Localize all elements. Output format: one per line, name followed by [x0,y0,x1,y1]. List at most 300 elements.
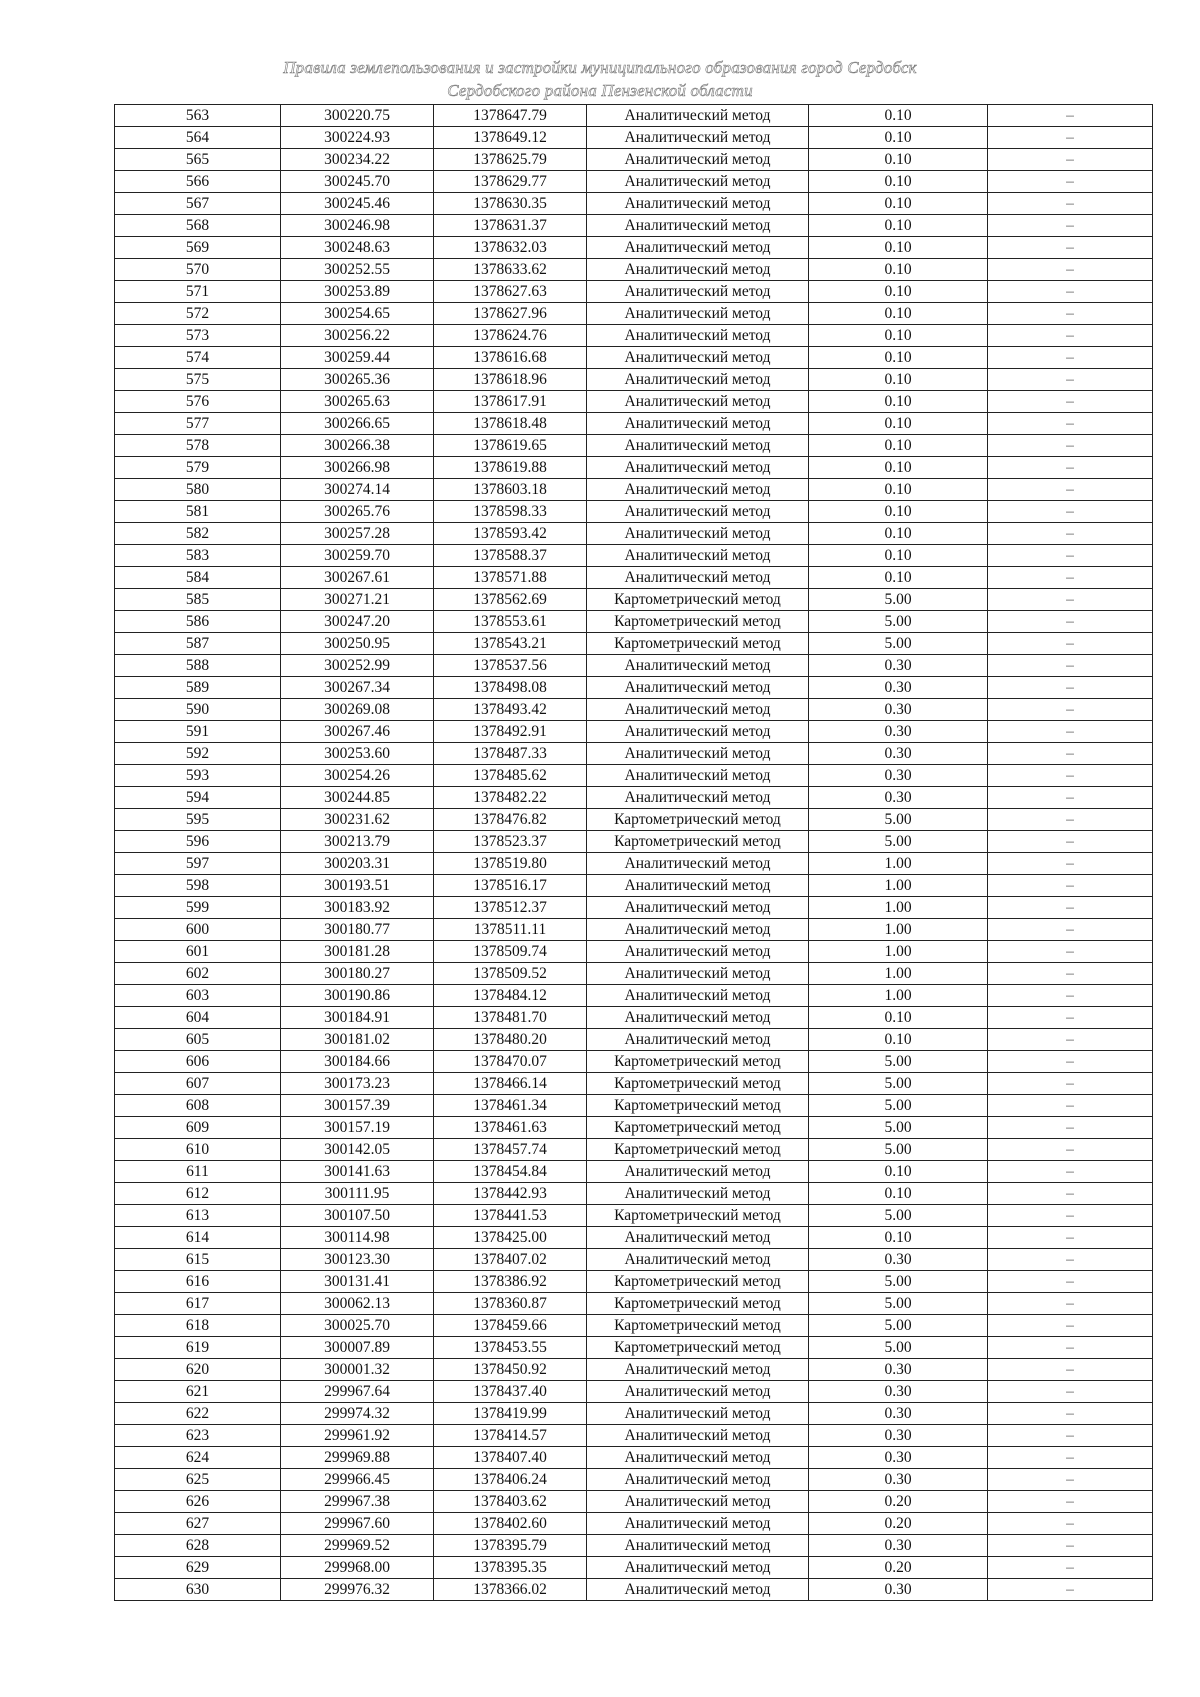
accuracy-cell: 0.20 [809,1491,988,1513]
x-coordinate-cell: 300131.41 [281,1271,434,1293]
note-cell: – [988,1227,1153,1249]
point-number-cell: 619 [115,1337,281,1359]
table-row [115,919,1153,941]
point-number-cell: 579 [115,457,281,479]
accuracy-cell: 5.00 [809,809,988,831]
y-coordinate-cell: 1378437.40 [434,1381,587,1403]
note-cell: – [988,853,1153,875]
x-coordinate-cell: 299969.88 [281,1447,434,1469]
x-coordinate-cell: 300181.28 [281,941,434,963]
table-row [115,589,1153,611]
table-row [115,699,1153,721]
x-coordinate-cell: 300254.26 [281,765,434,787]
y-coordinate-cell: 1378618.96 [434,369,587,391]
accuracy-cell: 0.30 [809,699,988,721]
accuracy-cell: 0.30 [809,743,988,765]
x-coordinate-cell: 300007.89 [281,1337,434,1359]
y-coordinate-cell: 1378619.65 [434,435,587,457]
x-coordinate-cell: 300025.70 [281,1315,434,1337]
point-number-cell: 564 [115,127,281,149]
accuracy-cell: 1.00 [809,875,988,897]
x-coordinate-cell: 300180.77 [281,919,434,941]
y-coordinate-cell: 1378588.37 [434,545,587,567]
method-cell: Картометрический метод [587,1205,809,1227]
accuracy-cell: 0.30 [809,721,988,743]
note-cell: – [988,831,1153,853]
method-cell: Картометрический метод [587,1117,809,1139]
table-row [115,721,1153,743]
note-cell: – [988,1183,1153,1205]
table-row [115,1249,1153,1271]
point-number-cell: 571 [115,281,281,303]
y-coordinate-cell: 1378360.87 [434,1293,587,1315]
point-number-cell: 601 [115,941,281,963]
table-row [115,897,1153,919]
accuracy-cell: 0.10 [809,215,988,237]
accuracy-cell: 5.00 [809,633,988,655]
x-coordinate-cell: 300062.13 [281,1293,434,1315]
point-number-cell: 566 [115,171,281,193]
x-coordinate-cell: 300259.44 [281,347,434,369]
y-coordinate-cell: 1378406.24 [434,1469,587,1491]
note-cell: – [988,567,1153,589]
y-coordinate-cell: 1378487.33 [434,743,587,765]
method-cell: Аналитический метод [587,1249,809,1271]
x-coordinate-cell: 300253.89 [281,281,434,303]
accuracy-cell: 5.00 [809,589,988,611]
method-cell: Аналитический метод [587,875,809,897]
note-cell: – [988,479,1153,501]
method-cell: Аналитический метод [587,545,809,567]
y-coordinate-cell: 1378619.88 [434,457,587,479]
x-coordinate-cell: 300193.51 [281,875,434,897]
note-cell: – [988,919,1153,941]
accuracy-cell: 0.10 [809,435,988,457]
point-number-cell: 625 [115,1469,281,1491]
method-cell: Аналитический метод [587,919,809,941]
method-cell: Аналитический метод [587,1535,809,1557]
x-coordinate-cell: 300184.91 [281,1007,434,1029]
method-cell: Аналитический метод [587,655,809,677]
table-row [115,545,1153,567]
x-coordinate-cell: 300181.02 [281,1029,434,1051]
x-coordinate-cell: 300123.30 [281,1249,434,1271]
method-cell: Аналитический метод [587,479,809,501]
x-coordinate-cell: 300265.76 [281,501,434,523]
table-row [115,1073,1153,1095]
table-row [115,1029,1153,1051]
method-cell: Аналитический метод [587,1029,809,1051]
header-line-1: Правила землепользования и застройки муниципального образования город Сердобск [283,58,917,77]
y-coordinate-cell: 1378593.42 [434,523,587,545]
y-coordinate-cell: 1378537.56 [434,655,587,677]
accuracy-cell: 0.10 [809,369,988,391]
method-cell: Аналитический метод [587,567,809,589]
note-cell: – [988,677,1153,699]
y-coordinate-cell: 1378492.91 [434,721,587,743]
note-cell: – [988,391,1153,413]
accuracy-cell: 0.10 [809,567,988,589]
method-cell: Картометрический метод [587,1051,809,1073]
y-coordinate-cell: 1378553.61 [434,611,587,633]
x-coordinate-cell: 300157.39 [281,1095,434,1117]
note-cell: – [988,897,1153,919]
note-cell: – [988,1469,1153,1491]
method-cell: Аналитический метод [587,413,809,435]
x-coordinate-cell: 299974.32 [281,1403,434,1425]
point-number-cell: 612 [115,1183,281,1205]
method-cell: Аналитический метод [587,1183,809,1205]
coordinates-table-body [115,105,1153,1601]
y-coordinate-cell: 1378454.84 [434,1161,587,1183]
y-coordinate-cell: 1378407.02 [434,1249,587,1271]
x-coordinate-cell: 299967.60 [281,1513,434,1535]
point-number-cell: 621 [115,1381,281,1403]
table-row [115,809,1153,831]
y-coordinate-cell: 1378509.52 [434,963,587,985]
point-number-cell: 629 [115,1557,281,1579]
note-cell: – [988,941,1153,963]
accuracy-cell: 5.00 [809,1315,988,1337]
table-row [115,1425,1153,1447]
accuracy-cell: 0.30 [809,655,988,677]
method-cell: Аналитический метод [587,281,809,303]
y-coordinate-cell: 1378617.91 [434,391,587,413]
method-cell: Аналитический метод [587,1447,809,1469]
table-row [115,831,1153,853]
note-cell: – [988,215,1153,237]
method-cell: Аналитический метод [587,325,809,347]
accuracy-cell: 0.10 [809,1007,988,1029]
x-coordinate-cell: 300271.21 [281,589,434,611]
note-cell: – [988,1007,1153,1029]
y-coordinate-cell: 1378598.33 [434,501,587,523]
note-cell: – [988,413,1153,435]
table-row [115,853,1153,875]
y-coordinate-cell: 1378484.12 [434,985,587,1007]
point-number-cell: 626 [115,1491,281,1513]
note-cell: – [988,369,1153,391]
x-coordinate-cell: 300157.19 [281,1117,434,1139]
y-coordinate-cell: 1378407.40 [434,1447,587,1469]
method-cell: Аналитический метод [587,941,809,963]
point-number-cell: 602 [115,963,281,985]
accuracy-cell: 0.30 [809,787,988,809]
y-coordinate-cell: 1378482.22 [434,787,587,809]
note-cell: – [988,1447,1153,1469]
point-number-cell: 627 [115,1513,281,1535]
method-cell: Картометрический метод [587,1073,809,1095]
table-row [115,1227,1153,1249]
y-coordinate-cell: 1378632.03 [434,237,587,259]
accuracy-cell: 0.30 [809,1249,988,1271]
y-coordinate-cell: 1378627.96 [434,303,587,325]
x-coordinate-cell: 300234.22 [281,149,434,171]
accuracy-cell: 0.30 [809,1447,988,1469]
accuracy-cell: 5.00 [809,1337,988,1359]
table-row [115,1315,1153,1337]
accuracy-cell: 1.00 [809,941,988,963]
x-coordinate-cell: 300245.46 [281,193,434,215]
x-coordinate-cell: 300259.70 [281,545,434,567]
table-row [115,237,1153,259]
method-cell: Аналитический метод [587,1227,809,1249]
note-cell: – [988,545,1153,567]
x-coordinate-cell: 300183.92 [281,897,434,919]
accuracy-cell: 0.10 [809,237,988,259]
y-coordinate-cell: 1378461.34 [434,1095,587,1117]
table-row [115,413,1153,435]
table-row [115,1469,1153,1491]
y-coordinate-cell: 1378624.76 [434,325,587,347]
accuracy-cell: 0.10 [809,127,988,149]
point-number-cell: 573 [115,325,281,347]
note-cell: – [988,1117,1153,1139]
note-cell: – [988,1051,1153,1073]
method-cell: Аналитический метод [587,787,809,809]
point-number-cell: 583 [115,545,281,567]
method-cell: Картометрический метод [587,1315,809,1337]
x-coordinate-cell: 299976.32 [281,1579,434,1601]
y-coordinate-cell: 1378629.77 [434,171,587,193]
x-coordinate-cell: 300190.86 [281,985,434,1007]
method-cell: Картометрический метод [587,1095,809,1117]
x-coordinate-cell: 300114.98 [281,1227,434,1249]
note-cell: – [988,259,1153,281]
method-cell: Аналитический метод [587,1579,809,1601]
y-coordinate-cell: 1378480.20 [434,1029,587,1051]
note-cell: – [988,1205,1153,1227]
point-number-cell: 572 [115,303,281,325]
y-coordinate-cell: 1378630.35 [434,193,587,215]
x-coordinate-cell: 300267.61 [281,567,434,589]
x-coordinate-cell: 300250.95 [281,633,434,655]
method-cell: Аналитический метод [587,1381,809,1403]
table-row [115,875,1153,897]
table-row [115,501,1153,523]
point-number-cell: 598 [115,875,281,897]
y-coordinate-cell: 1378441.53 [434,1205,587,1227]
note-cell: – [988,1271,1153,1293]
point-number-cell: 618 [115,1315,281,1337]
note-cell: – [988,633,1153,655]
method-cell: Аналитический метод [587,105,809,127]
note-cell: – [988,523,1153,545]
note-cell: – [988,985,1153,1007]
y-coordinate-cell: 1378442.93 [434,1183,587,1205]
note-cell: – [988,721,1153,743]
y-coordinate-cell: 1378625.79 [434,149,587,171]
point-number-cell: 591 [115,721,281,743]
note-cell: – [988,171,1153,193]
table-row [115,985,1153,1007]
note-cell: – [988,347,1153,369]
y-coordinate-cell: 1378461.63 [434,1117,587,1139]
method-cell: Аналитический метод [587,149,809,171]
note-cell: – [988,1513,1153,1535]
page-header [0,56,1200,102]
method-cell: Картометрический метод [587,611,809,633]
y-coordinate-cell: 1378453.55 [434,1337,587,1359]
note-cell: – [988,1359,1153,1381]
point-number-cell: 563 [115,105,281,127]
table-row [115,1513,1153,1535]
x-coordinate-cell: 300220.75 [281,105,434,127]
accuracy-cell: 0.20 [809,1557,988,1579]
note-cell: – [988,875,1153,897]
note-cell: – [988,1491,1153,1513]
x-coordinate-cell: 300266.98 [281,457,434,479]
x-coordinate-cell: 300224.93 [281,127,434,149]
accuracy-cell: 0.30 [809,1381,988,1403]
method-cell: Аналитический метод [587,743,809,765]
method-cell: Аналитический метод [587,369,809,391]
accuracy-cell: 5.00 [809,1205,988,1227]
accuracy-cell: 0.10 [809,149,988,171]
accuracy-cell: 0.20 [809,1513,988,1535]
point-number-cell: 615 [115,1249,281,1271]
note-cell: – [988,281,1153,303]
y-coordinate-cell: 1378457.74 [434,1139,587,1161]
point-number-cell: 622 [115,1403,281,1425]
point-number-cell: 599 [115,897,281,919]
x-coordinate-cell: 300265.63 [281,391,434,413]
method-cell: Аналитический метод [587,1491,809,1513]
y-coordinate-cell: 1378414.57 [434,1425,587,1447]
note-cell: – [988,655,1153,677]
x-coordinate-cell: 300269.08 [281,699,434,721]
note-cell: – [988,1315,1153,1337]
y-coordinate-cell: 1378516.17 [434,875,587,897]
point-number-cell: 589 [115,677,281,699]
method-cell: Картометрический метод [587,1271,809,1293]
point-number-cell: 569 [115,237,281,259]
method-cell: Аналитический метод [587,303,809,325]
note-cell: – [988,325,1153,347]
accuracy-cell: 0.10 [809,281,988,303]
y-coordinate-cell: 1378523.37 [434,831,587,853]
accuracy-cell: 5.00 [809,1271,988,1293]
accuracy-cell: 0.10 [809,1183,988,1205]
table-row [115,1117,1153,1139]
point-number-cell: 600 [115,919,281,941]
y-coordinate-cell: 1378470.07 [434,1051,587,1073]
method-cell: Аналитический метод [587,501,809,523]
point-number-cell: 570 [115,259,281,281]
coordinates-table [114,104,1153,1601]
point-number-cell: 574 [115,347,281,369]
x-coordinate-cell: 300267.34 [281,677,434,699]
point-number-cell: 581 [115,501,281,523]
y-coordinate-cell: 1378633.62 [434,259,587,281]
table-row [115,1161,1153,1183]
method-cell: Аналитический метод [587,391,809,413]
y-coordinate-cell: 1378627.63 [434,281,587,303]
note-cell: – [988,611,1153,633]
y-coordinate-cell: 1378631.37 [434,215,587,237]
table-row [115,105,1153,127]
y-coordinate-cell: 1378511.11 [434,919,587,941]
note-cell: – [988,237,1153,259]
x-coordinate-cell: 300266.38 [281,435,434,457]
method-cell: Аналитический метод [587,985,809,1007]
y-coordinate-cell: 1378562.69 [434,589,587,611]
note-cell: – [988,1425,1153,1447]
y-coordinate-cell: 1378519.80 [434,853,587,875]
x-coordinate-cell: 300141.63 [281,1161,434,1183]
table-row [115,963,1153,985]
table-row [115,193,1153,215]
x-coordinate-cell: 300256.22 [281,325,434,347]
point-number-cell: 611 [115,1161,281,1183]
accuracy-cell: 0.30 [809,765,988,787]
note-cell: – [988,435,1153,457]
accuracy-cell: 0.30 [809,1359,988,1381]
accuracy-cell: 5.00 [809,831,988,853]
point-number-cell: 620 [115,1359,281,1381]
method-cell: Аналитический метод [587,721,809,743]
point-number-cell: 587 [115,633,281,655]
x-coordinate-cell: 300247.20 [281,611,434,633]
point-number-cell: 588 [115,655,281,677]
accuracy-cell: 0.10 [809,1029,988,1051]
note-cell: – [988,765,1153,787]
point-number-cell: 585 [115,589,281,611]
x-coordinate-cell: 300253.60 [281,743,434,765]
y-coordinate-cell: 1378512.37 [434,897,587,919]
method-cell: Аналитический метод [587,237,809,259]
y-coordinate-cell: 1378419.99 [434,1403,587,1425]
accuracy-cell: 5.00 [809,1117,988,1139]
point-number-cell: 607 [115,1073,281,1095]
table-row [115,1403,1153,1425]
accuracy-cell: 0.10 [809,501,988,523]
y-coordinate-cell: 1378481.70 [434,1007,587,1029]
point-number-cell: 624 [115,1447,281,1469]
note-cell: – [988,1095,1153,1117]
note-cell: – [988,1535,1153,1557]
method-cell: Картометрический метод [587,1139,809,1161]
note-cell: – [988,193,1153,215]
accuracy-cell: 0.30 [809,1535,988,1557]
x-coordinate-cell: 300274.14 [281,479,434,501]
note-cell: – [988,699,1153,721]
method-cell: Аналитический метод [587,1161,809,1183]
accuracy-cell: 0.30 [809,1579,988,1601]
method-cell: Аналитический метод [587,347,809,369]
y-coordinate-cell: 1378395.79 [434,1535,587,1557]
x-coordinate-cell: 300111.95 [281,1183,434,1205]
accuracy-cell: 5.00 [809,1073,988,1095]
point-number-cell: 613 [115,1205,281,1227]
table-row [115,633,1153,655]
table-row [115,941,1153,963]
table-row [115,1139,1153,1161]
table-row [115,325,1153,347]
table-row [115,743,1153,765]
point-number-cell: 608 [115,1095,281,1117]
x-coordinate-cell: 300254.65 [281,303,434,325]
point-number-cell: 614 [115,1227,281,1249]
note-cell: – [988,809,1153,831]
point-number-cell: 584 [115,567,281,589]
x-coordinate-cell: 299961.92 [281,1425,434,1447]
x-coordinate-cell: 300267.46 [281,721,434,743]
accuracy-cell: 0.10 [809,391,988,413]
table-row [115,149,1153,171]
y-coordinate-cell: 1378395.35 [434,1557,587,1579]
table-row [115,171,1153,193]
